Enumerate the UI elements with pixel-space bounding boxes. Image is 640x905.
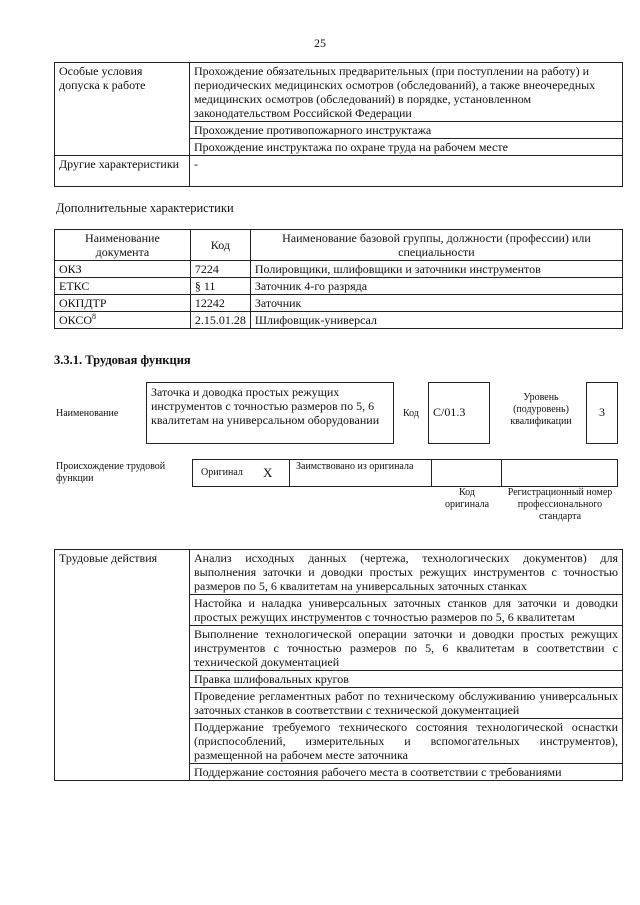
level-value-box: 3 [586, 382, 618, 444]
code-label: Код [403, 408, 419, 419]
header-document: Наименование документа [55, 230, 191, 261]
labor-action-item: Правка шлифовальных кругов [190, 671, 623, 688]
original-cell [192, 459, 290, 487]
labor-action-item: Поддержание требуемого технического состояния технологической оснастки (приспособлений, измерительных и вспомогательных инструментов), размещенной на рабочем месте заточника [190, 719, 623, 764]
section-title: 3.3.1. Трудовая функция [54, 353, 191, 367]
name-cell: Полировщики, шлифовщики и заточники инструментов [250, 261, 622, 278]
labor-actions-table [54, 549, 623, 781]
table-row [55, 295, 623, 312]
header-name: Наименование базовой группы, должности (профессии) или специальности [250, 230, 622, 261]
table-row [55, 261, 623, 278]
doc-cell: ОКПДТР [55, 295, 191, 312]
labor-actions-label: Трудовые действия [55, 550, 190, 781]
level-label: Уровень (подуровень) квалификации [510, 392, 572, 427]
doc-name: ОКСО [59, 313, 93, 327]
labor-action-item: Поддержание состояния рабочего места в соответствии с требованиями [190, 764, 623, 781]
special-condition-item: Прохождение противопожарного инструктажа [190, 122, 623, 139]
page-number: 25 [314, 36, 326, 50]
additional-heading: Дополнительные характеристики [56, 201, 234, 215]
labor-action-item: Проведение регламентных работ по техническому обслуживанию универсальных заточных станков в соответствии с технической документацией [190, 688, 623, 719]
code-cell: 12242 [190, 295, 250, 312]
table-row [55, 312, 623, 329]
original-code-cell [431, 459, 502, 487]
code-cell: § 11 [190, 278, 250, 295]
original-label: Оригинал [201, 467, 243, 478]
additional-table [54, 229, 623, 329]
special-condition-item: Прохождение инструктажа по охране труда на рабочем месте [190, 139, 623, 156]
special-condition-item: Прохождение обязательных предварительных (при поступлении на работу) и периодических медицинских осмотров (обследований), а также внеочередных медицинских осмотров (обследований) в порядке, установленном законодательством Российской Федерации [190, 63, 623, 122]
regnum-cell [501, 459, 618, 487]
name-label: Наименование [56, 408, 119, 419]
header-code: Код [190, 230, 250, 261]
conditions-table [54, 62, 623, 187]
name-cell: Шлифовщик-универсал [250, 312, 622, 329]
doc-cell: ЕТКС [55, 278, 191, 295]
name-cell: Заточник [250, 295, 622, 312]
labor-action-item: Анализ исходных данных (чертежа, технологических документов) для выполнения заточки и доводки простых режущих инструментов с точностью размеров по 5, 6 квалитетам на универсальных заточных станках [190, 550, 623, 595]
name-cell: Заточник 4-го разряда [250, 278, 622, 295]
regnum-caption: Регистрационный номер профессионального стандарта [507, 487, 613, 522]
code-caption: Код оригинала [444, 487, 490, 510]
function-name-box: Заточка и доводка простых режущих инструментов с точностью размеров по 5, 6 квалитетам на универсальном оборудовании [146, 382, 394, 444]
doc-cell [55, 312, 191, 329]
table-row [55, 278, 623, 295]
labor-action-item: Настойка и наладка универсальных заточных станков для заточки и доводки простых режущих инструментов с точностью размеров по 5, 6 квалитетам [190, 595, 623, 626]
other-characteristics-value: - [190, 156, 623, 187]
code-cell: 2.15.01.28 [190, 312, 250, 329]
special-conditions-label: Особые условия допуска к работе [55, 63, 190, 156]
original-mark: Х [263, 465, 273, 480]
code-cell: 7224 [190, 261, 250, 278]
origin-label: Происхождение трудовой функции [56, 461, 166, 484]
borrowed-cell: Заимствовано из оригинала [289, 459, 432, 487]
other-characteristics-label: Другие характеристики [55, 156, 190, 187]
footnote-mark: 8 [92, 312, 97, 321]
labor-action-item: Выполнение технологической операции заточки и доводки простых режущих инструментов с точностью размеров по 5, 6 квалитетам в соответствии с технической документацией [190, 626, 623, 671]
function-code-box: С/01.3 [428, 382, 490, 444]
doc-cell: ОКЗ [55, 261, 191, 278]
